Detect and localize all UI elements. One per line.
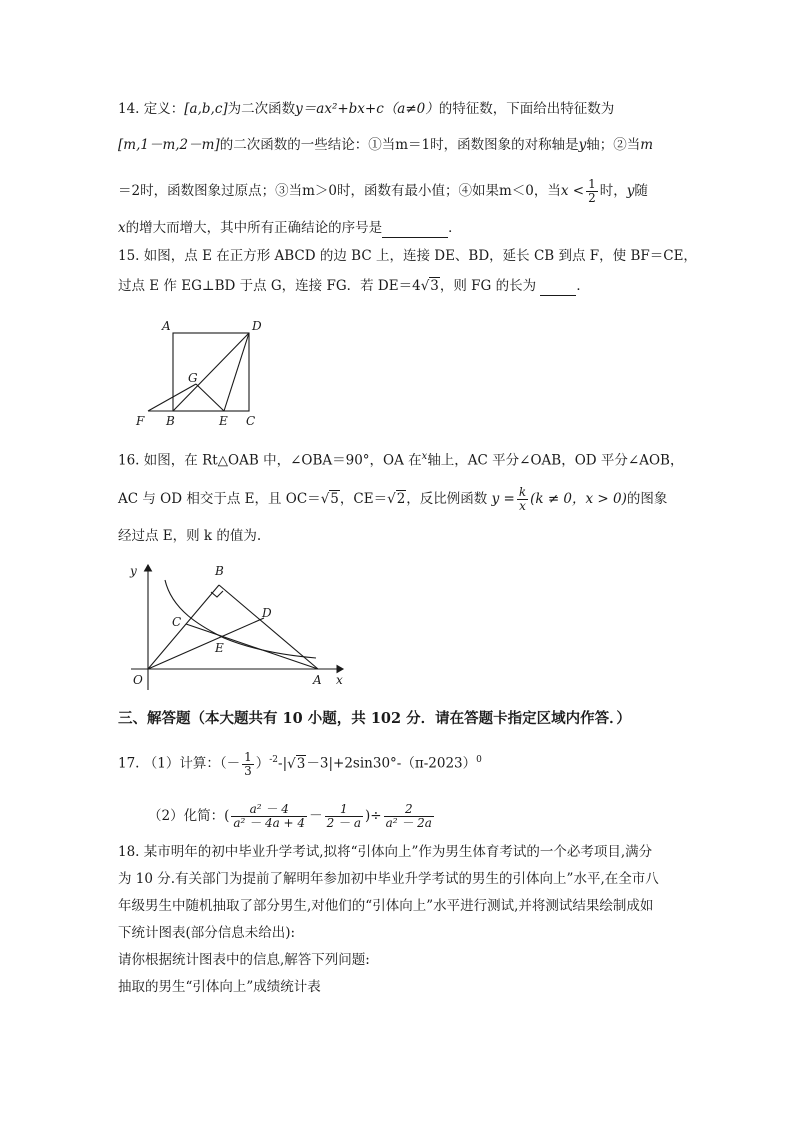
q17-text: （1）计算：（－ — [143, 755, 241, 772]
q15-sqrt: √3 — [420, 278, 439, 294]
q17-sqrt-radicand: 3 — [296, 755, 306, 772]
label-a: A — [313, 673, 322, 687]
label-b: B — [166, 414, 175, 428]
q16-sqrt2-radicand: 2 — [396, 491, 406, 507]
segment-de — [224, 333, 249, 411]
q14-text: y — [578, 137, 587, 153]
q14-number: 14. — [118, 101, 140, 117]
q18-line4: 下统计图表(部分信息未给出): — [118, 925, 296, 941]
q16-text: 的图象 — [626, 491, 668, 507]
q17-text: ） — [255, 755, 270, 772]
q17-fraction — [242, 751, 254, 778]
label-b: B — [215, 564, 224, 578]
segment-ac — [186, 624, 318, 669]
label-f: F — [136, 414, 145, 428]
q17-exponent: -2 — [269, 755, 279, 765]
q16-text: 经过点 E，则 k 的值为. — [118, 528, 262, 544]
q16-text: ，反比例函数 — [406, 491, 488, 507]
q17-text: －3|+2sin30°-（π-2023） — [306, 755, 477, 772]
q14-line3 — [118, 178, 648, 205]
q16-sqrt2: √2 — [387, 491, 406, 507]
label-d: D — [252, 319, 262, 333]
q16-fraction — [517, 486, 528, 513]
q16-sqrt5: √5 — [320, 491, 339, 507]
q17-number: 17. — [118, 755, 140, 772]
q15-text: ，则 FG 的长为 — [439, 278, 537, 294]
q14-text: 时， — [599, 183, 627, 199]
q17-text: － — [309, 808, 323, 824]
label-d: D — [262, 606, 272, 620]
q18-number: 18. — [118, 844, 140, 860]
q17-frac2-num: 1 — [325, 803, 363, 817]
q15-text: ． — [576, 278, 590, 294]
q14-text: 的特征数，下面给出特征数为 — [438, 101, 615, 117]
label-g: G — [188, 371, 198, 385]
label-e: E — [215, 641, 224, 655]
q17-text: -| — [278, 755, 288, 772]
q15-text: 如图，点 E 在正方形 ABCD 的边 BC 上，连接 DE、BD，延长 CB 到点 F，使 BF＝CE， — [143, 248, 697, 264]
q14-frac-den: 2 — [588, 191, 596, 205]
q14-line4 — [118, 218, 462, 238]
segment-eg — [196, 384, 224, 411]
q17-frac1 — [231, 803, 307, 830]
q17-frac2 — [325, 803, 363, 830]
q14-text: 为二次函数 — [227, 101, 296, 117]
q14-text: x — [118, 220, 126, 236]
q14-text: m＞0时，函数有最小值；④如果 — [302, 183, 499, 199]
q17-frac3-num: 2 — [384, 803, 434, 817]
q14-text: m＝1时，函数图象的对称轴是 — [395, 137, 579, 153]
q16-text: ，CE＝ — [339, 491, 388, 507]
q17-frac-num: 1 — [244, 749, 252, 764]
q17-frac1-num: a² － 4 — [231, 803, 307, 817]
label-a: A — [162, 319, 171, 333]
q14-text: m — [640, 137, 654, 153]
q14-text: 的二次函数的一些结论：①当 — [219, 137, 396, 153]
segment-ob — [148, 585, 219, 669]
q16-number: 16. — [118, 452, 140, 469]
q17-frac3 — [384, 803, 434, 830]
q17-frac-den: 3 — [244, 763, 252, 778]
q16-frac-den: x — [519, 499, 526, 513]
q14-mvec: [m,1－m,2－m] — [118, 137, 220, 153]
q17-part2 — [148, 803, 436, 830]
label-o: O — [133, 673, 143, 687]
q18-table-title: 抽取的男生“引体向上”成绩统计表 — [118, 979, 321, 995]
segment-od — [148, 618, 264, 669]
q16-sqrt5-radicand: 5 — [330, 491, 339, 507]
q16-text: y = — [491, 491, 515, 507]
q14-answer-blank[interactable] — [382, 223, 448, 238]
q17-part1 — [118, 750, 482, 778]
q14-func: y＝ax²+bx+c（a≠0） — [295, 101, 439, 117]
q15-line2 — [118, 276, 590, 296]
q16-figure — [120, 555, 360, 695]
q18-line3: 年级男生中随机抽取了部分男生,对他们的“引体向上”水平进行测试,并将测试结果绘制成如 — [118, 898, 654, 914]
label-x: x — [336, 673, 343, 687]
q18-line1 — [118, 842, 652, 862]
q16-line3 — [118, 526, 261, 546]
q16-text: (k ≠ 0，x > 0) — [530, 491, 627, 507]
q18-line2: 为 10 分.有关部门为提前了解明年参加初中毕业升学考试的男生的引体向上”水平,在全市八 — [118, 871, 659, 887]
q14-abc: [a,b,c] — [184, 101, 228, 117]
hyperbola-curve — [165, 580, 316, 658]
q17-frac1-den: a² － 4a + 4 — [233, 816, 306, 830]
q15-text: 过点 E 作 EG⊥BD 于点 G，连接 FG．若 DE＝4 — [118, 278, 421, 294]
q17-text: （2）化简：( — [148, 808, 230, 824]
q18-line5: 请你根据统计图表中的信息,解答下列问题: — [118, 952, 370, 968]
q15-answer-blank[interactable] — [540, 281, 576, 296]
q15-sqrt-radicand: 3 — [430, 278, 439, 294]
q14-text: y — [626, 183, 635, 199]
q14-text: m＜0，当 — [498, 183, 561, 199]
q14-text: 定义： — [143, 101, 185, 117]
q15-number: 15. — [118, 248, 140, 264]
q14-text: ＝2时，函数图象过原点；③当 — [118, 183, 303, 199]
q14-text: 的增大而增大，其中所有正确结论的序号是 — [125, 220, 383, 236]
q17-sqrt: √3 — [287, 755, 306, 772]
q17-text: )÷ — [364, 808, 382, 824]
q16-text: AC 与 OD 相交于点 E，且 OC＝ — [118, 491, 321, 507]
q14-line2 — [118, 135, 653, 155]
q16-text: 轴上，AC 平分∠OAB，OD 平分∠AOB， — [427, 452, 684, 469]
label-y: y — [130, 564, 137, 578]
q14-text: x < — [560, 183, 585, 199]
q14-fraction — [586, 178, 598, 205]
label-e: E — [219, 414, 228, 428]
q16-line1 — [118, 447, 683, 471]
q14-line1 — [118, 99, 614, 119]
q17-frac2-den: 2 － a — [326, 816, 361, 830]
q14-frac-num: 1 — [588, 177, 596, 191]
q17-exponent: 0 — [476, 755, 482, 765]
label-c: C — [172, 615, 182, 629]
q14-text: 轴；②当 — [586, 137, 641, 153]
segment-fg — [148, 384, 196, 411]
q15-figure — [130, 316, 280, 432]
q18-text: 某市明年的初中毕业升学考试,拟将“引体向上”作为男生体育考试的一个必考项目,满分 — [143, 844, 653, 860]
section3-heading: 三、解答题（本大题共有 10 小题，共 102 分．请在答题卡指定区域内作答．） — [118, 710, 631, 727]
q16-line2 — [118, 486, 667, 513]
q16-text: 如图，在 Rt△OAB 中，∠OBA＝90°，OA 在 — [143, 452, 422, 469]
q15-line1 — [118, 246, 697, 266]
q16-text: x — [421, 451, 428, 462]
q14-text: ． — [448, 220, 462, 236]
label-c: C — [246, 414, 256, 428]
q14-text: 随 — [634, 183, 648, 199]
q17-frac3-den: a² － 2a — [385, 816, 432, 830]
q16-frac-num: k — [518, 485, 527, 499]
diagonal-bd — [173, 333, 249, 411]
